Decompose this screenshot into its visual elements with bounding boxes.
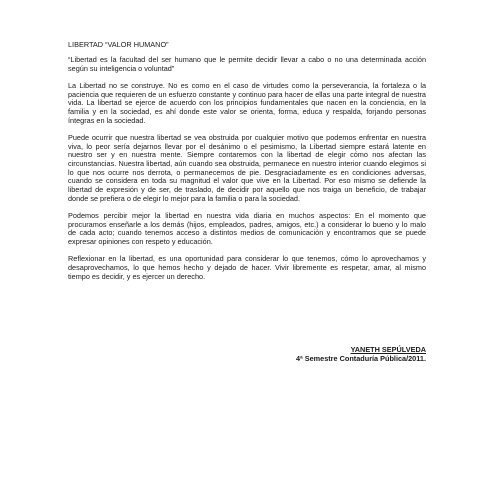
document-page bbox=[68, 40, 426, 363]
signature-role: 4ª Semestre Contaduría Pública/2011. bbox=[295, 353, 426, 363]
paragraph-definition: “Libertad es la facultad del ser humano que le permite decidir llevar a cabo o no una determinada acción según su inteligencia o voluntad” bbox=[68, 55, 426, 73]
paragraph-reflection: Reflexionar en la libertad, es una oportunidad para considerar lo que tenemos, cómo lo aprovechamos y desaprovechamos, lo que hemos hecho y dejado de hacer. Vivir libremente es respetar, amar, al mismo tiempo es decidir, y es ejercer un derecho. bbox=[68, 254, 426, 281]
signature-block bbox=[68, 346, 426, 363]
paragraph-construction: La Libertad no se construye. No es como en el caso de virtudes como la perseverancia, la fortaleza o la paciencia que requieren de un esfuerzo constante y continuo para hacer de ellas una parte integral de nuestra vida. La libertad se ejerce de acuerdo con los principios fundamentales que nacen en la conciencia, en la familia y en la sociedad, es ahí donde este valor se orienta, forma, educa y respalda, forjando personas íntegras en la sociedad. bbox=[68, 80, 426, 125]
paragraph-obstruction: Puede ocurrir que nuestra libertad se vea obstruida por cualquier motivo que podemos enfrentar en nuestra viva, lo peor sería dejarnos llevar por el desánimo o el pesimismo, la Libertad siempre estará latente en nuestro ser y en nuestra mente. Siempre contaremos con la libertad de elegir cómo nos afectan las circunstancias. Nuestra libertad, aún cuando sea obstruida, permanece en nuestro interior cuando elegimos si lo que nos ocurre nos derrota, o permanecemos de pie. Desgraciadamente es en condiciones adversas, cuando se considera en toda su magnitud el valor que vive en la Libertad. Por eso mismo se defiende la libertad de expresión y de ser, de traslado, de decidir por aquello que nos traiga un beneficio, de trabajar donde se prefiera o de elegir lo mejor para la familia o para la sociedad. bbox=[68, 132, 426, 203]
document-title: LIBERTAD “VALOR HUMANO” bbox=[68, 40, 169, 49]
paragraph-daily-life: Podemos percibir mejor la libertad en nuestra vida diaria en muchos aspectos: En el momento que procuramos enseñarle a los demás (hijos, empleados, padres, amigos, etc.) a considerar lo bueno y lo malo de cada acto; cuando tenemos acceso a distintos medios de comunicación y encontramos que se puede expresar opiniones con respeto y educación. bbox=[68, 211, 426, 247]
signature-name: YANETH SEPÚLVEDA bbox=[350, 345, 426, 354]
